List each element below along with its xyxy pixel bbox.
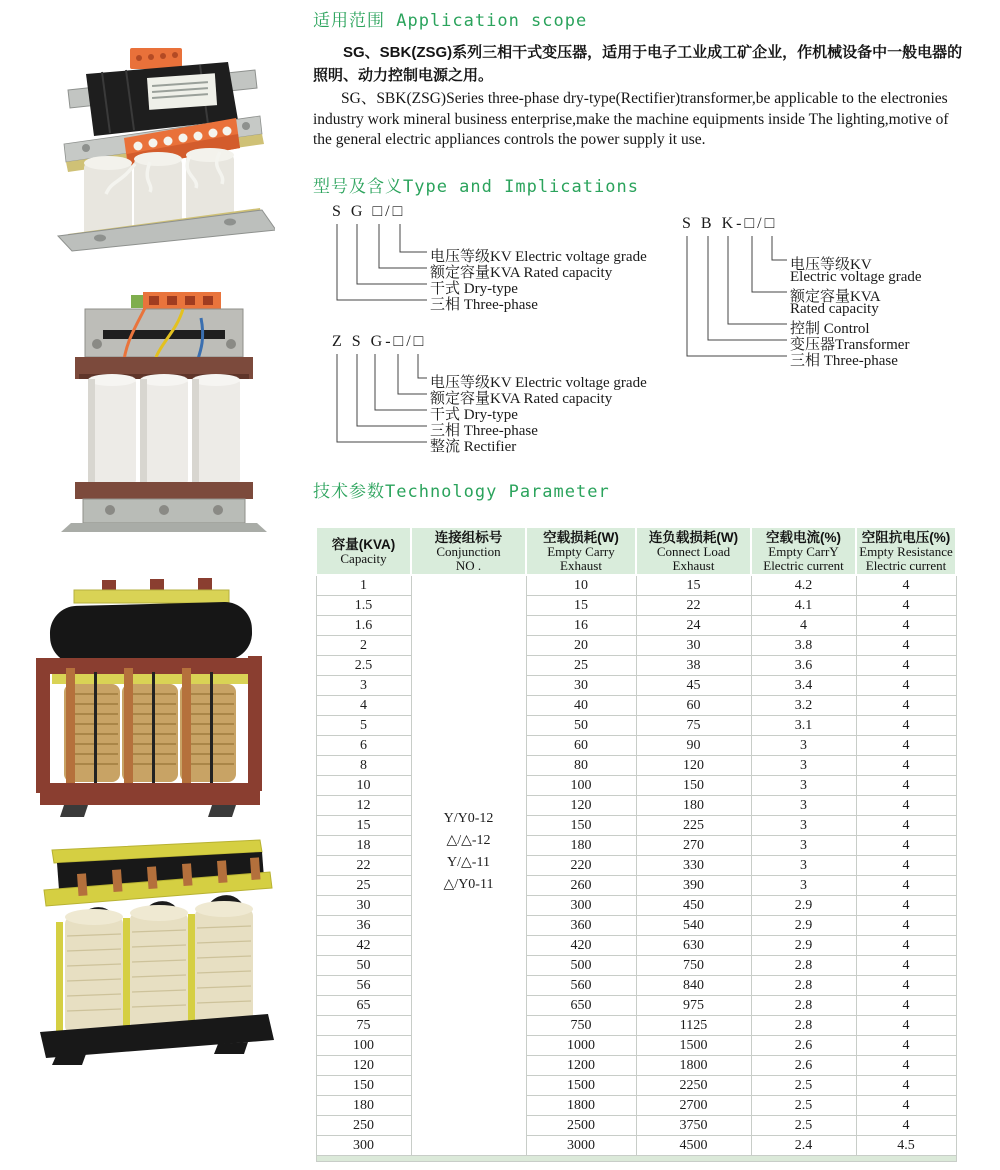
capacity-cell: 8 — [316, 756, 411, 776]
connect-load-cell: 3750 — [636, 1116, 751, 1136]
resistance-voltage-cell: 4 — [856, 716, 956, 736]
table-bottom-bar — [316, 1156, 956, 1162]
connect-load-cell: 180 — [636, 796, 751, 816]
capacity-cell: 5 — [316, 716, 411, 736]
resistance-voltage-cell: 4 — [856, 1056, 956, 1076]
header-capacity — [316, 527, 411, 575]
capacity-cell: 12 — [316, 796, 411, 816]
header-en: Conjunction — [436, 544, 501, 559]
connect-load-cell: 45 — [636, 676, 751, 696]
capacity-cell: 1.5 — [316, 596, 411, 616]
header-cn: 空阻抗电压(%) — [861, 530, 951, 545]
header-en: Exhaust — [672, 557, 715, 573]
header-en: Electric current — [865, 557, 947, 573]
capacity-cell: 15 — [316, 816, 411, 836]
capacity-cell: 22 — [316, 856, 411, 876]
capacity-cell: 50 — [316, 956, 411, 976]
empty-carry-cell: 2500 — [526, 1116, 636, 1136]
resistance-voltage-cell: 4 — [856, 736, 956, 756]
model-diagram-sbk — [680, 215, 980, 367]
empty-carry-cell: 80 — [526, 756, 636, 776]
model-label: 三相 Three-phase — [430, 297, 538, 313]
type-implications-title: 型号及含义Type and Implications — [313, 177, 639, 197]
conjunction-line: △/Y0-11 — [443, 876, 494, 892]
transformer-photo-4 — [22, 836, 282, 1066]
capacity-cell: 180 — [316, 1096, 411, 1116]
empty-current-cell: 4.1 — [751, 596, 856, 616]
empty-carry-cell: 3000 — [526, 1136, 636, 1156]
model-label: 额定容量KVA — [790, 289, 881, 305]
empty-current-cell: 2.9 — [751, 936, 856, 956]
resistance-voltage-cell: 4 — [856, 816, 956, 836]
transformer-photo-2 — [55, 288, 270, 533]
capacity-cell: 56 — [316, 976, 411, 996]
empty-carry-cell: 100 — [526, 776, 636, 796]
header-en: Connect Load — [656, 544, 731, 559]
model-label: 电压等级KV — [790, 257, 872, 273]
empty-current-cell: 2.5 — [751, 1076, 856, 1096]
model-label: 额定容量KVA Rated capacity — [430, 265, 613, 281]
conjunction-line: Y/△-11 — [447, 854, 490, 870]
model-label: 干式 Dry-type — [430, 407, 518, 423]
empty-carry-cell: 1800 — [526, 1096, 636, 1116]
technology-parameter-title: 技术参数Technology Parameter — [313, 482, 610, 502]
header-cn: 空载电流(%) — [766, 530, 841, 545]
empty-current-cell: 3 — [751, 856, 856, 876]
header-empty-carry — [526, 527, 636, 575]
empty-current-cell: 3.1 — [751, 716, 856, 736]
connect-load-cell: 630 — [636, 936, 751, 956]
model-label: Electric voltage grade — [790, 269, 922, 285]
header-empty-current — [751, 527, 856, 575]
resistance-voltage-cell: 4 — [856, 776, 956, 796]
empty-current-cell: 3.4 — [751, 676, 856, 696]
empty-carry-cell: 220 — [526, 856, 636, 876]
empty-current-cell: 2.4 — [751, 1136, 856, 1156]
resistance-voltage-cell: 4 — [856, 936, 956, 956]
model-label: 干式 Dry-type — [430, 281, 518, 297]
capacity-cell: 6 — [316, 736, 411, 756]
empty-current-cell: 3 — [751, 816, 856, 836]
empty-carry-cell: 560 — [526, 976, 636, 996]
connect-load-cell: 2250 — [636, 1076, 751, 1096]
model-diagram-sg — [330, 203, 665, 313]
conjunction-line: Y/Y0-12 — [443, 810, 494, 826]
empty-current-cell: 2.5 — [751, 1116, 856, 1136]
application-paragraph-en: SG、SBK(ZSG)Series three-phase dry-type(Rectifier)transformer,be applicable to the electronies industry work mineral business enterprise,make the machine equipments inside The lighting,motive of the general electric appliances controls the power supply it use. — [313, 90, 949, 148]
resistance-voltage-cell: 4 — [856, 796, 956, 816]
empty-current-cell: 4.2 — [751, 575, 856, 596]
empty-carry-cell: 180 — [526, 836, 636, 856]
capacity-cell: 150 — [316, 1076, 411, 1096]
transformer-photo-3 — [22, 578, 272, 833]
capacity-cell: 300 — [316, 1136, 411, 1156]
header-en: Empty Carry — [547, 544, 615, 559]
application-scope-title: 适用范围 Application scope — [313, 11, 588, 31]
header-resistance-voltage — [856, 527, 956, 575]
model-label: 额定容量KVA Rated capacity — [430, 391, 613, 407]
capacity-cell: 2 — [316, 636, 411, 656]
connect-load-cell: 90 — [636, 736, 751, 756]
header-cn: 连接组标号 — [434, 530, 503, 545]
empty-carry-cell: 20 — [526, 636, 636, 656]
connect-load-cell: 1500 — [636, 1036, 751, 1056]
capacity-cell: 25 — [316, 876, 411, 896]
capacity-cell: 250 — [316, 1116, 411, 1136]
resistance-voltage-cell: 4 — [856, 656, 956, 676]
empty-carry-cell: 750 — [526, 1016, 636, 1036]
model-label: 三相 Three-phase — [790, 353, 898, 369]
empty-carry-cell: 300 — [526, 896, 636, 916]
model-label: 控制 Control — [790, 321, 870, 337]
capacity-cell: 42 — [316, 936, 411, 956]
resistance-voltage-cell: 4 — [856, 836, 956, 856]
empty-current-cell: 3 — [751, 756, 856, 776]
empty-carry-cell: 260 — [526, 876, 636, 896]
empty-carry-cell: 500 — [526, 956, 636, 976]
resistance-voltage-cell: 4 — [856, 876, 956, 896]
empty-carry-cell: 650 — [526, 996, 636, 1016]
header-en: Empty CarrY — [768, 544, 839, 559]
resistance-voltage-cell: 4 — [856, 596, 956, 616]
header-en: NO . — [455, 557, 482, 573]
capacity-cell: 75 — [316, 1016, 411, 1036]
connect-load-cell: 330 — [636, 856, 751, 876]
empty-current-cell: 2.5 — [751, 1096, 856, 1116]
connect-load-cell: 30 — [636, 636, 751, 656]
application-paragraphs — [313, 41, 969, 151]
resistance-voltage-cell: 4 — [856, 636, 956, 656]
empty-carry-cell: 10 — [526, 575, 636, 596]
empty-carry-cell: 25 — [526, 656, 636, 676]
header-en: Empty Resistance — [859, 544, 953, 559]
capacity-cell: 1.6 — [316, 616, 411, 636]
resistance-voltage-cell: 4 — [856, 1096, 956, 1116]
table-row — [316, 575, 956, 596]
empty-carry-cell: 360 — [526, 916, 636, 936]
connect-load-cell: 750 — [636, 956, 751, 976]
model-code-zsg: Z S G-□/□ — [332, 333, 427, 350]
connect-load-cell: 75 — [636, 716, 751, 736]
connect-load-cell: 60 — [636, 696, 751, 716]
connect-load-cell: 1125 — [636, 1016, 751, 1036]
empty-current-cell: 3 — [751, 836, 856, 856]
empty-carry-cell: 50 — [526, 716, 636, 736]
empty-current-cell: 2.8 — [751, 976, 856, 996]
empty-carry-cell: 1200 — [526, 1056, 636, 1076]
model-label: Rated capacity — [790, 301, 879, 317]
model-diagram-zsg — [330, 333, 710, 453]
model-code-sg: S G □/□ — [332, 203, 406, 220]
header-connect-load — [636, 527, 751, 575]
empty-current-cell: 4 — [751, 616, 856, 636]
resistance-voltage-cell: 4 — [856, 575, 956, 596]
resistance-voltage-cell: 4 — [856, 896, 956, 916]
header-cn: 空载损耗(W) — [543, 530, 619, 545]
capacity-cell: 65 — [316, 996, 411, 1016]
empty-carry-cell: 120 — [526, 796, 636, 816]
connect-load-cell: 4500 — [636, 1136, 751, 1156]
connect-load-cell: 975 — [636, 996, 751, 1016]
connect-load-cell: 24 — [636, 616, 751, 636]
empty-carry-cell: 420 — [526, 936, 636, 956]
resistance-voltage-cell: 4 — [856, 856, 956, 876]
connect-load-cell: 150 — [636, 776, 751, 796]
resistance-voltage-cell: 4 — [856, 676, 956, 696]
empty-current-cell: 2.9 — [751, 896, 856, 916]
resistance-voltage-cell: 4 — [856, 1116, 956, 1136]
connect-load-cell: 840 — [636, 976, 751, 996]
resistance-voltage-cell: 4 — [856, 1076, 956, 1096]
empty-carry-cell: 1500 — [526, 1076, 636, 1096]
model-label: 三相 Three-phase — [430, 423, 538, 439]
empty-current-cell: 3 — [751, 796, 856, 816]
header-en: Capacity — [340, 550, 387, 566]
model-label: 电压等级KV Electric voltage grade — [430, 249, 647, 265]
empty-current-cell: 3 — [751, 776, 856, 796]
resistance-voltage-cell: 4 — [856, 976, 956, 996]
resistance-voltage-cell: 4 — [856, 1016, 956, 1036]
empty-carry-cell: 40 — [526, 696, 636, 716]
empty-current-cell: 2.6 — [751, 1036, 856, 1056]
connect-load-cell: 225 — [636, 816, 751, 836]
capacity-cell: 10 — [316, 776, 411, 796]
empty-current-cell: 3.6 — [751, 656, 856, 676]
connect-load-cell: 120 — [636, 756, 751, 776]
empty-current-cell: 2.8 — [751, 996, 856, 1016]
transformer-photo-1 — [50, 42, 275, 252]
empty-current-cell: 2.8 — [751, 956, 856, 976]
capacity-cell: 2.5 — [316, 656, 411, 676]
resistance-voltage-cell: 4 — [856, 616, 956, 636]
empty-current-cell: 2.6 — [751, 1056, 856, 1076]
conjunction-cell — [411, 575, 526, 1156]
capacity-cell: 18 — [316, 836, 411, 856]
empty-carry-cell: 16 — [526, 616, 636, 636]
connect-load-cell: 22 — [636, 596, 751, 616]
resistance-voltage-cell: 4 — [856, 996, 956, 1016]
header-en: Exhaust — [560, 557, 602, 573]
resistance-voltage-cell: 4 — [856, 756, 956, 776]
header-en: Electric current — [763, 557, 844, 573]
model-label: 整流 Rectifier — [430, 439, 517, 455]
empty-current-cell: 3.8 — [751, 636, 856, 656]
resistance-voltage-cell: 4 — [856, 916, 956, 936]
model-code-sbk: S B K-□/□ — [682, 215, 778, 232]
connect-load-cell: 15 — [636, 575, 751, 596]
empty-carry-cell: 60 — [526, 736, 636, 756]
connect-load-cell: 450 — [636, 896, 751, 916]
capacity-cell: 30 — [316, 896, 411, 916]
table-body — [316, 575, 956, 1156]
model-label: 电压等级KV Electric voltage grade — [430, 375, 647, 391]
table-header-row — [316, 527, 956, 575]
resistance-voltage-cell: 4 — [856, 956, 956, 976]
empty-current-cell: 3.2 — [751, 696, 856, 716]
empty-carry-cell: 1000 — [526, 1036, 636, 1056]
empty-current-cell: 3 — [751, 876, 856, 896]
model-label: 变压器Transformer — [790, 337, 910, 353]
resistance-voltage-cell: 4 — [856, 696, 956, 716]
capacity-cell: 36 — [316, 916, 411, 936]
empty-current-cell: 2.8 — [751, 1016, 856, 1036]
connect-load-cell: 540 — [636, 916, 751, 936]
technology-parameter-table — [315, 526, 957, 1162]
empty-carry-cell: 150 — [526, 816, 636, 836]
capacity-cell: 1 — [316, 575, 411, 596]
capacity-cell: 3 — [316, 676, 411, 696]
empty-carry-cell: 30 — [526, 676, 636, 696]
connect-load-cell: 2700 — [636, 1096, 751, 1116]
connect-load-cell: 270 — [636, 836, 751, 856]
header-conjunction — [411, 527, 526, 575]
capacity-cell: 100 — [316, 1036, 411, 1056]
header-cn: 连负载损耗(W) — [648, 530, 739, 545]
resistance-voltage-cell: 4 — [856, 1036, 956, 1056]
empty-current-cell: 3 — [751, 736, 856, 756]
connect-load-cell: 38 — [636, 656, 751, 676]
header-cn: 容量(KVA) — [331, 536, 396, 552]
connect-load-cell: 390 — [636, 876, 751, 896]
capacity-cell: 120 — [316, 1056, 411, 1076]
empty-current-cell: 2.9 — [751, 916, 856, 936]
resistance-voltage-cell: 4.5 — [856, 1136, 956, 1156]
connect-load-cell: 1800 — [636, 1056, 751, 1076]
capacity-cell: 4 — [316, 696, 411, 716]
conjunction-line: △/△-12 — [446, 832, 491, 848]
application-paragraph-cn: SG、SBK(ZSG)系列三相干式变压器，适用于电子工业成工矿企业，作机械设备中一般电器的照明、动力控制电源之用。 — [313, 44, 963, 84]
empty-carry-cell: 15 — [526, 596, 636, 616]
